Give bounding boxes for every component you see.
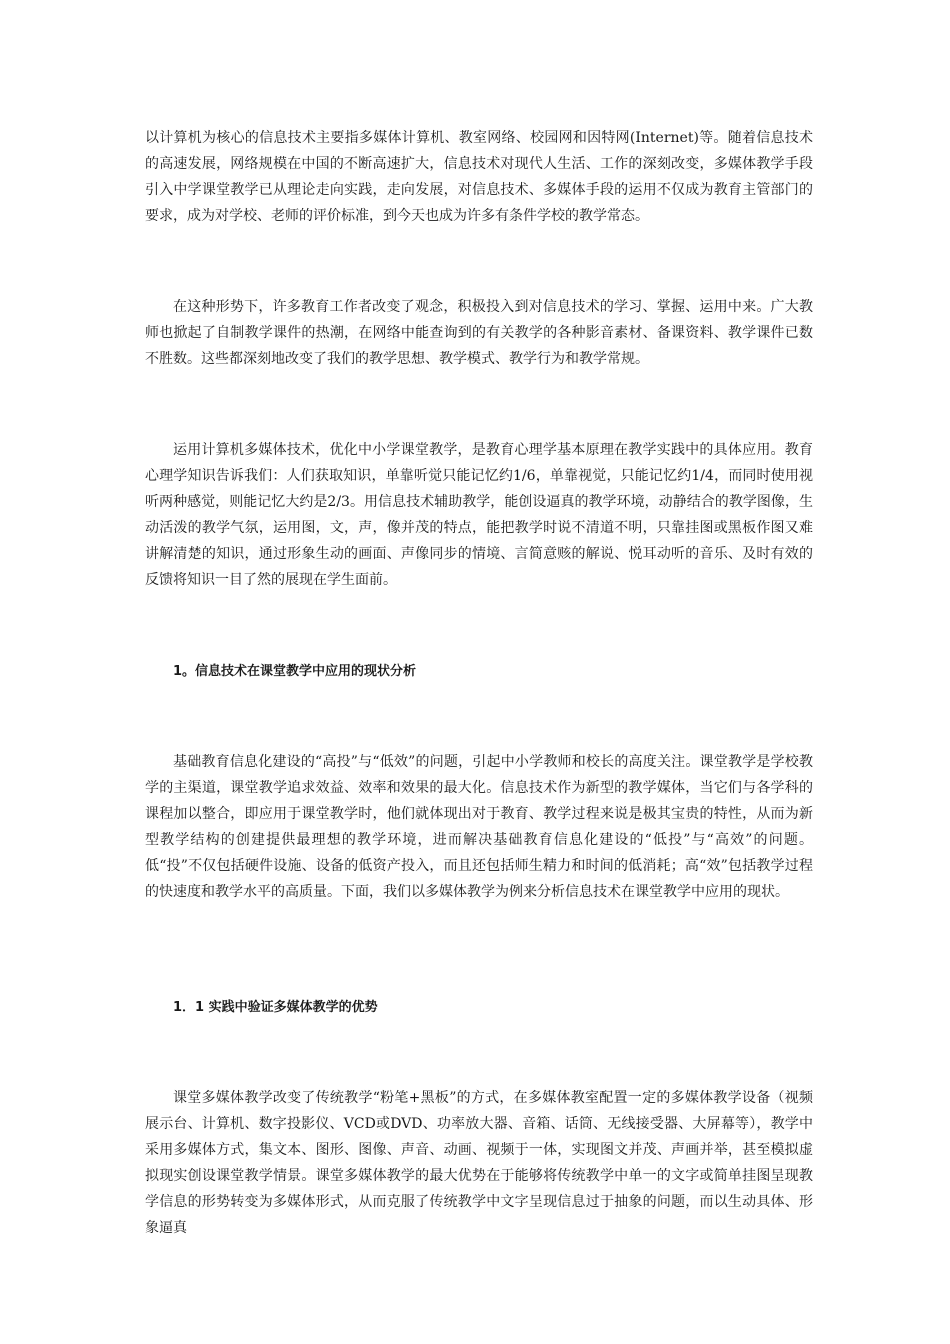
body-paragraph-3: 运用计算机多媒体技术，优化中小学课堂教学，是教育心理学基本原理在教学实践中的具体应用。教育心理学知识告诉我们：人们获取知识，单靠听觉只能记忆约1/6，单靠视觉，只能记忆约1/4，而同时使用视听两种感觉，则能记忆大约是2/3。用信息技术辅助教学，能创设逼真的教学环境，动静结合的教学图像，生动活泼的教学气氛，运用图，文，声，像并茂的特点，能把教学时说不清道不明，只靠挂图或黑板作图又难讲解清楚的知识，通过形象生动的画面、声像同步的情境、言简意赅的解说、悦耳动听的音乐、及时有效的反馈将知识一目了然的展现在学生面前。 [145,442,813,588]
body-paragraph-5: 课堂多媒体教学改变了传统教学“粉笔+黑板”的方式，在多媒体教室配置一定的多媒体教学设备（视频展示台、计算机、数字投影仪、VCD或DVD、功率放大器、音箱、话筒、无线接受器、大屏幕等），教学中采用多媒体方式，集文本、图形、图像、声音、动画、视频于一体，实现图文并茂、声画并举，甚至模拟虚拟现实创设课堂教学情景。课堂多媒体教学的最大优势在于能够将传统教学中单一的文字或简单挂图呈现教学信息的形势转变为多媒体形式，从而克服了传统教学中文字呈现信息过于抽象的问题，而以生动具体、形象逼真 [145,1090,813,1236]
body-paragraph-2: 在这种形势下，许多教育工作者改变了观念，积极投入到对信息技术的学习、掌握、运用中来。广大教师也掀起了自制教学课件的热潮，在网络中能查询到的有关教学的各种影音素材、备课资料、教学课件已数不胜数。这些都深刻地改变了我们的教学思想、教学模式、教学行为和教学常规。 [145,299,813,367]
section-heading-1: 1。信息技术在课堂教学中应用的现状分析 [173,664,417,679]
body-paragraph-4: 基础教育信息化建设的“高投”与“低效”的问题，引起中小学教师和校长的高度关注。课堂教学是学校教学的主渠道，课堂教学追求效益、效率和效果的最大化。信息技术作为新型的教学媒体，当它们与各学科的课程加以整合，即应用于课堂教学时，他们就体现出对于教育、教学过程来说是极其宝贵的特性，从而为新型教学结构的创建提供最理想的教学环境，进而解决基础教育信息化建设的“低投”与“高效”的问题。低“投”不仅包括硬件设施、设备的低资产投入，而且还包括师生精力和时间的低消耗；高“效”包括教学过程的快速度和教学水平的高质量。下面，我们以多媒体教学为例来分析信息技术在课堂教学中应用的现状。 [145,754,813,900]
body-paragraph-1: 以计算机为核心的信息技术主要指多媒体计算机、教室网络、校园网和因特网(Internet)等。随着信息技术的高速发展，网络规模在中国的不断高速扩大，信息技术对现代人生活、工作的深刻改变，多媒体教学手段引入中学课堂教学已从理论走向实践，走向发展，对信息技术、多媒体手段的运用不仅成为教育主管部门的要求，成为对学校、老师的评价标准，到今天也成为许多有条件学校的教学常态。 [145,130,813,224]
section-heading-1-1: 1．1 实践中验证多媒体教学的优势 [173,1000,378,1015]
